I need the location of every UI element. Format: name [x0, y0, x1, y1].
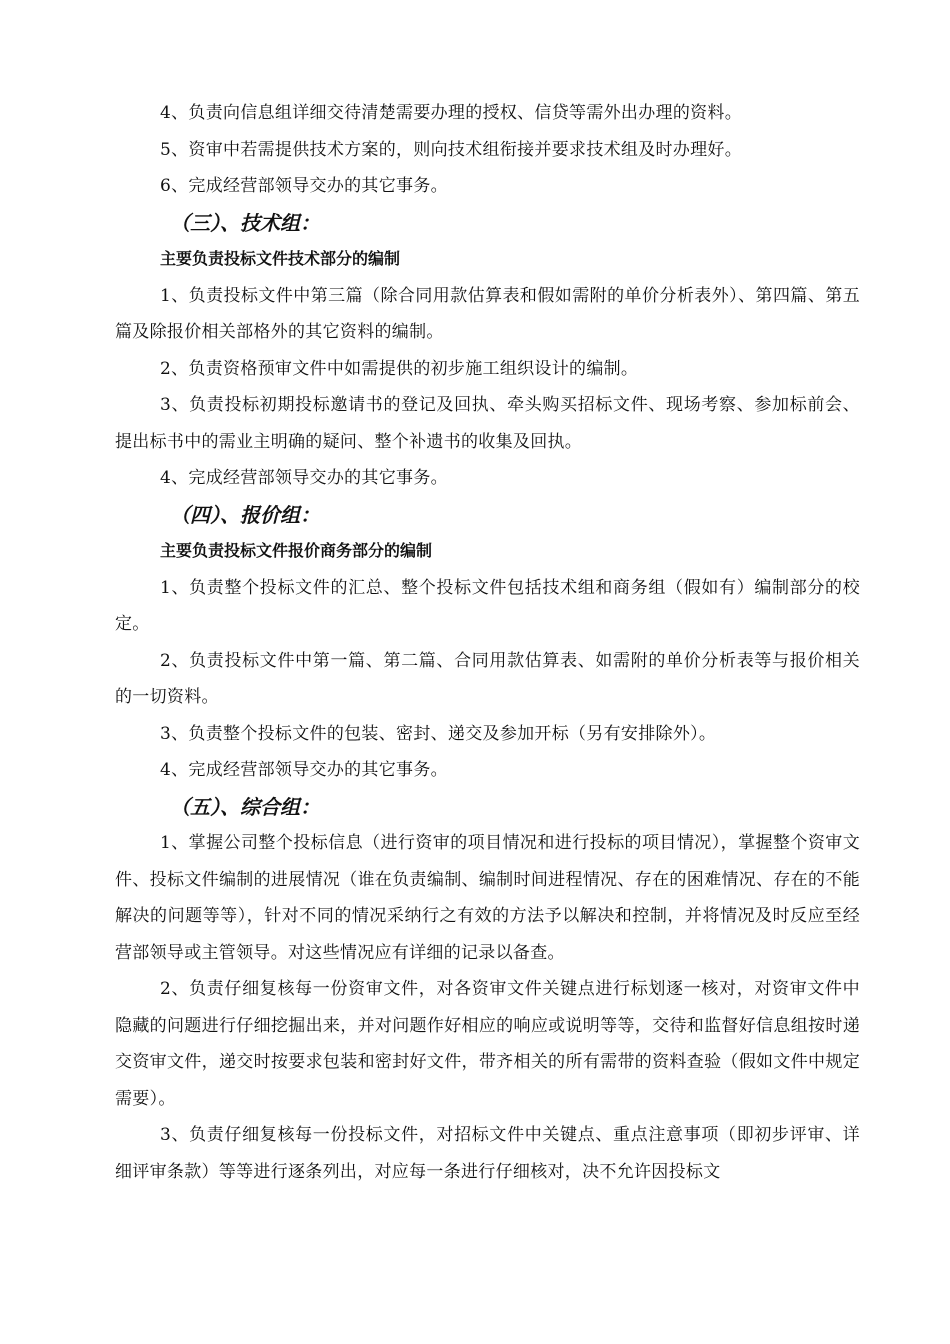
section-subheading: 主要负责投标文件报价商务部分的编制	[160, 541, 433, 560]
paragraph: 1、掌握公司整个投标信息（进行资审的项目情况和进行投标的项目情况），掌握整个资审文件、投标文件编制的进展情况（谁在负责编制、编制时间进程情况、存在的困难情况、存在的不能解决的问题等等），针对不同的情况采纳行之有效的方法予以解决和控制，并将情况及时反应至经营部领导或主管领导。对这些情况应有详细的记录以备查。	[115, 833, 860, 963]
paragraph: 2、负责投标文件中第一篇、第二篇、合同用款估算表、如需附的单价分析表等与报价相关的一切资料。	[115, 650, 860, 707]
paragraph: 4、负责向信息组详细交待清楚需要办理的授权、信贷等需外出办理的资料。	[160, 103, 743, 123]
paragraph: 3、负责整个投标文件的包装、密封、递交及参加开标（另有安排除外）。	[160, 723, 717, 744]
paragraph: 2、负责仔细复核每一份资审文件，对各资审文件关键点进行标划逐一核对，对资审文件中隐藏的问题进行仔细挖掘出来，并对问题作好相应的响应或说明等等，交待和监督好信息组按时递交资审文件，递交时按要求包装和密封好文件，带齐相关的所有需带的资料查验（假如文件中规定需要）。	[115, 979, 860, 1109]
section-subheading: 主要负责投标文件技术部分的编制	[160, 249, 401, 268]
paragraph: 5、资审中若需提供技术方案的，则向技术组衔接并要求技术组及时办理好。	[160, 139, 743, 160]
paragraph: 6、完成经营部领导交办的其它事务。	[160, 176, 448, 196]
section-heading: （五）、综合组：	[170, 794, 320, 819]
paragraph: 4、完成经营部领导交办的其它事务。	[160, 760, 448, 780]
paragraph: 2、负责资格预审文件中如需提供的初步施工组织设计的编制。	[160, 358, 639, 379]
paragraph: 3、负责投标初期投标邀请书的登记及回执、牵头购买招标文件、现场考察、参加标前会、提出标书中的需业主明确的疑问、整个补遗书的收集及回执。	[115, 395, 860, 452]
section-heading: （四）、报价组：	[170, 502, 320, 527]
paragraph: 3、负责仔细复核每一份投标文件，对招标文件中关键点、重点注意事项（即初步评审、详细评审条款）等等进行逐条列出，对应每一条进行仔细核对，决不允许因投标文	[115, 1125, 860, 1182]
paragraph: 1、负责投标文件中第三篇（除合同用款估算表和假如需附的单价分析表外）、第四篇、第五篇及除报价相关部格外的其它资料的编制。	[115, 285, 860, 342]
paragraph: 1、负责整个投标文件的汇总、整个投标文件包括技术组和商务组（假如有）编制部分的校定。	[115, 577, 860, 634]
section-heading: （三）、技术组：	[170, 210, 320, 235]
document-page	[115, 95, 860, 1190]
paragraph: 4、完成经营部领导交办的其它事务。	[160, 468, 448, 488]
